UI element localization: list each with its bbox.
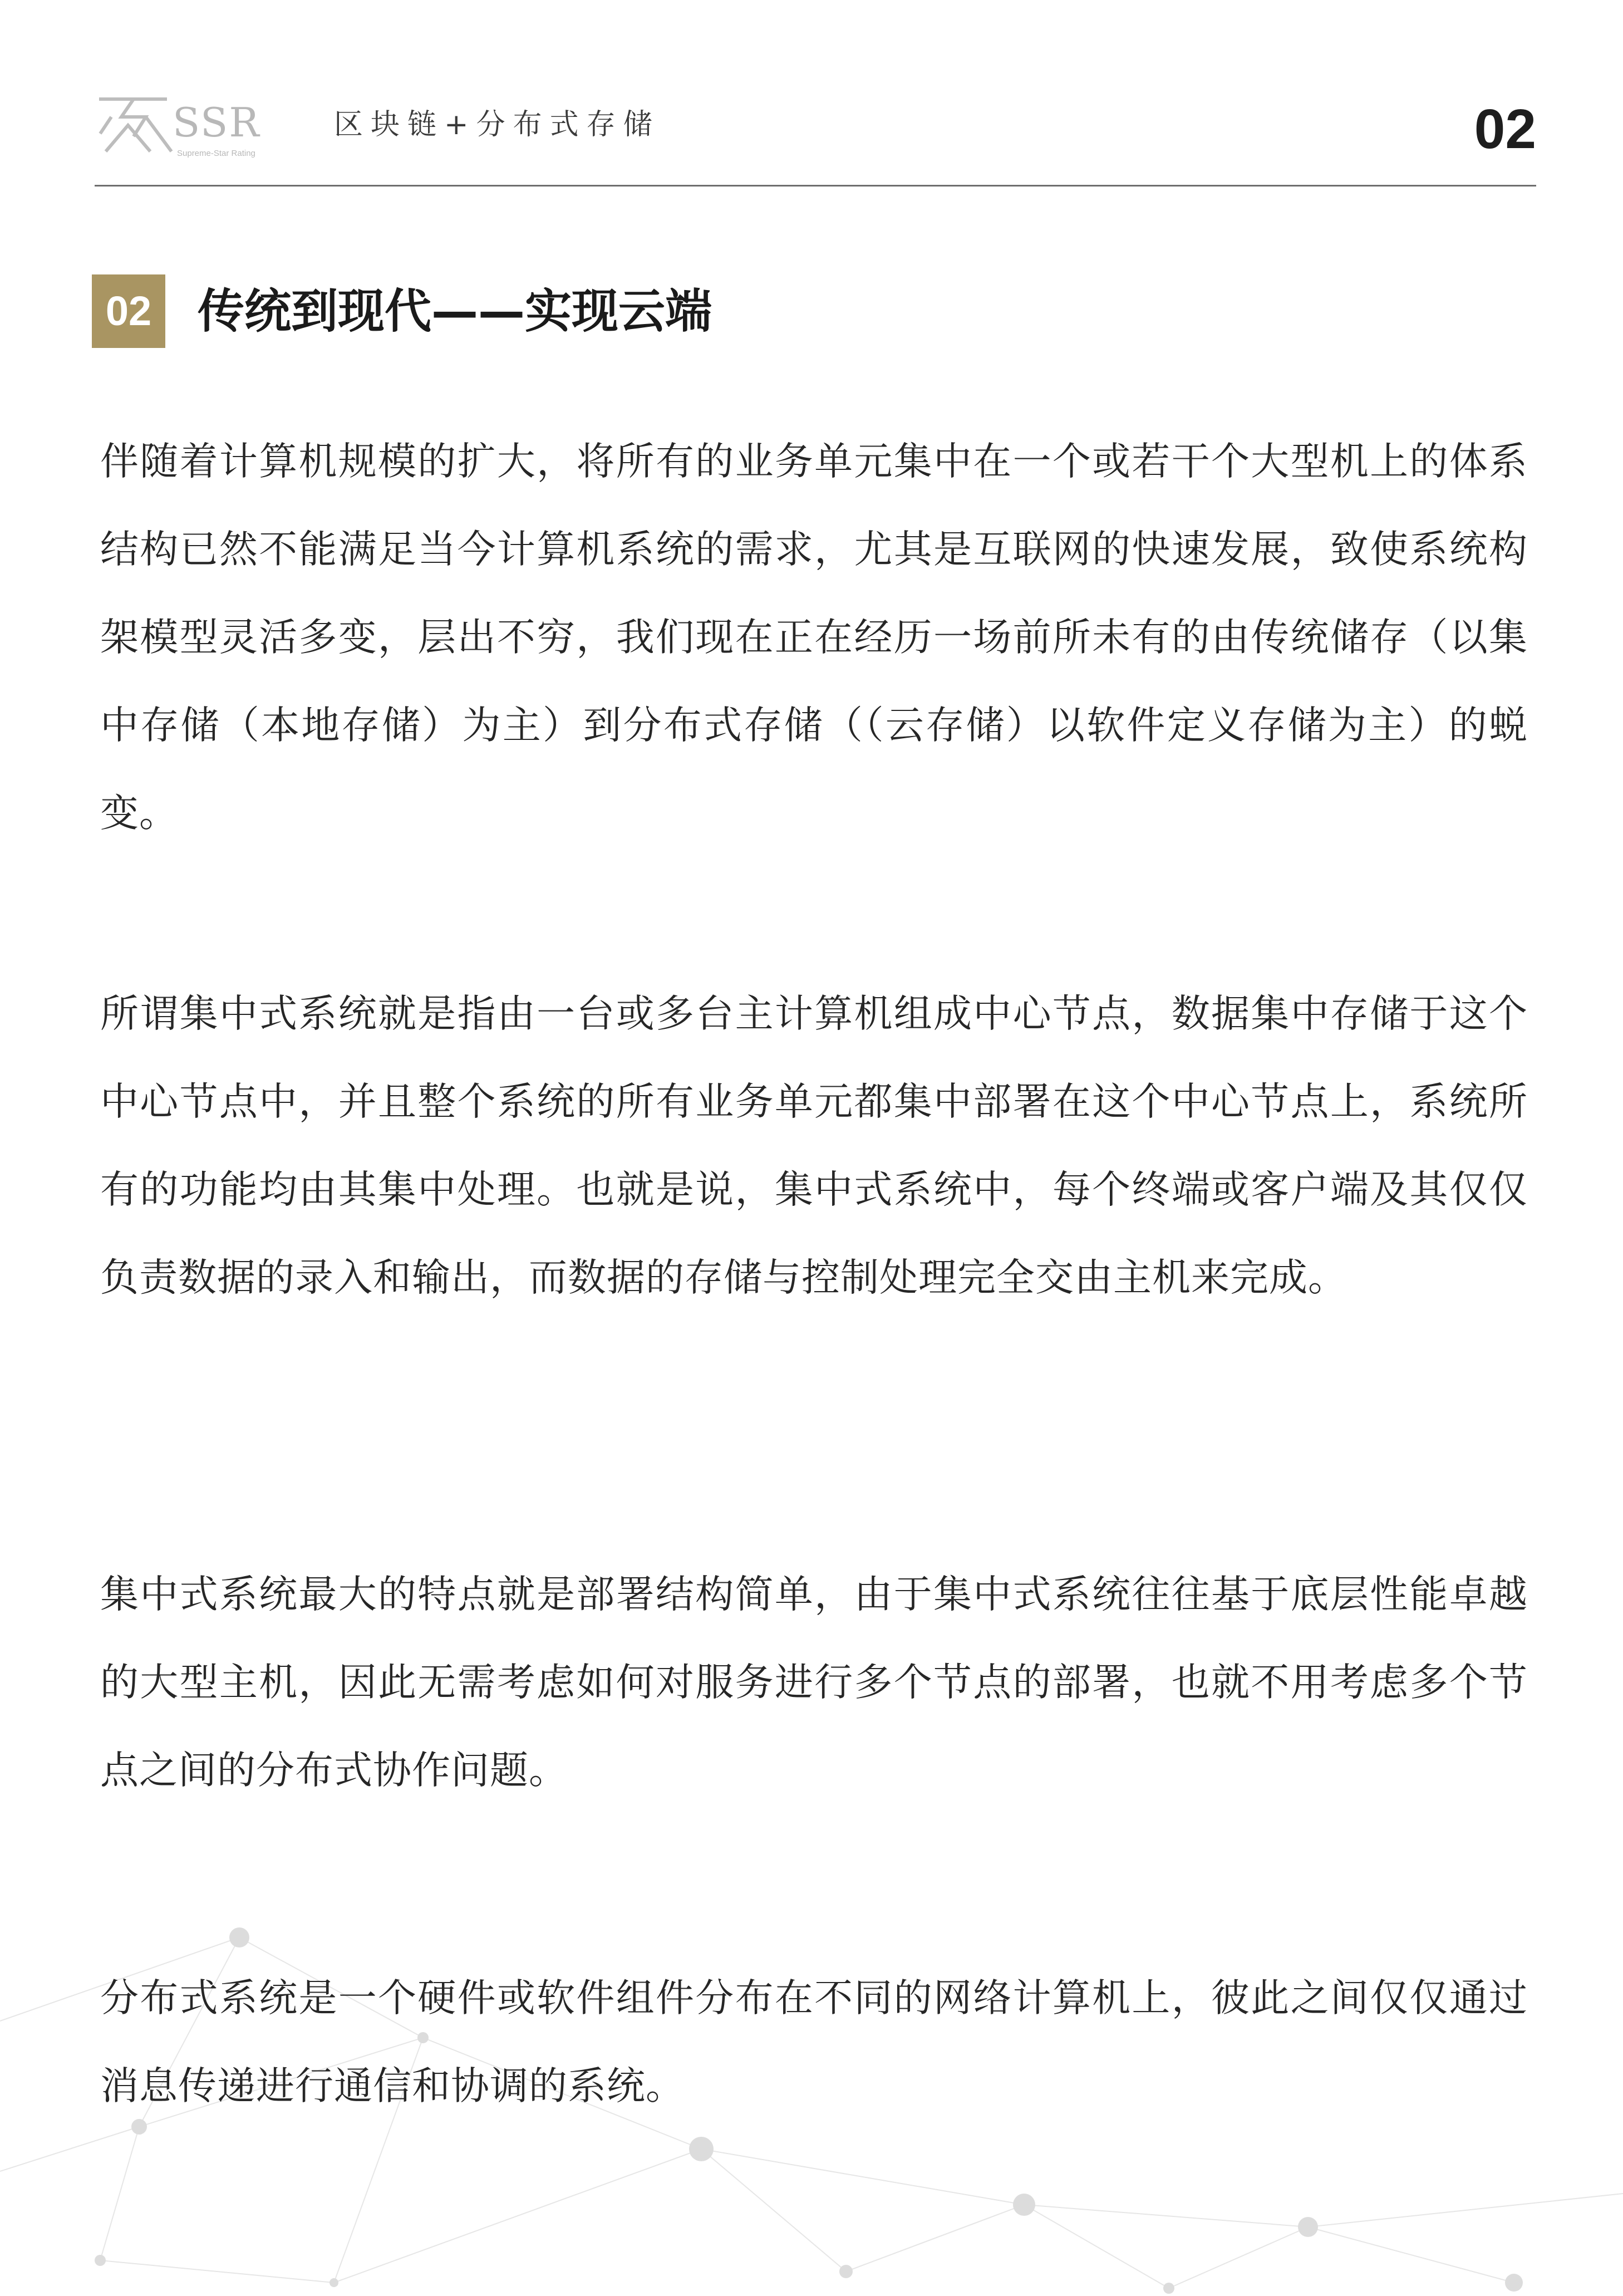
body-paragraph-2: 所谓集中式系统就是指由一台或多台主计算机组成中心节点，数据集中存储于这个中心节点中，并且整个系统的所有业务单元都集中部署在这个中心节点上，系统所有的功能均由其集中处理。也就是说，集中式系统中，每个终端或客户端及其仅仅负责数据的录入和输出，而数据的存储与控制处理完全交由主机来完成。: [100, 992, 1528, 1300]
ssr-logo: [95, 95, 295, 156]
body-paragraph-3: 集中式系统最大的特点就是部署结构简单，由于集中式系统往往基于底层性能卓越的大型主机，因此无需考虑如何对服务进行多个节点的部署，也就不用考虑多个节点之间的分布式协作问题。: [100, 1572, 1528, 1793]
section-title: 传统到现代——实现云端: [198, 284, 712, 338]
logo-text: SSR: [173, 99, 260, 146]
page-header: [95, 84, 1536, 184]
page-number: 02: [1474, 98, 1536, 160]
body-paragraph-4: 分布式系统是一个硬件或软件组件分布在不同的网络计算机上，彼此之间仅仅通过消息传递进行通信和协调的系统。: [100, 1976, 1528, 2108]
logo-subtitle: Supreme-Star Rating: [177, 149, 255, 158]
header-divider: [95, 185, 1536, 187]
section-number-badge: 02: [92, 274, 165, 348]
document-title: 区块链+分布式存储: [334, 108, 660, 141]
body-paragraph-1: 伴随着计算机规模的扩大，将所有的业务单元集中在一个或若干个大型机上的体系结构已然不能满足当今计算机系统的需求，尤其是互联网的快速发展，致使系统构架模型灵活多变，层出不穷，我们现在正在经历一场前所未有的由传统储存（以集中存储（本地存储）为主）到分布式存储（（云存储）以软件定义存储为主）的蜕变。: [100, 439, 1528, 836]
ssr-logo-mark-icon: [95, 95, 178, 156]
